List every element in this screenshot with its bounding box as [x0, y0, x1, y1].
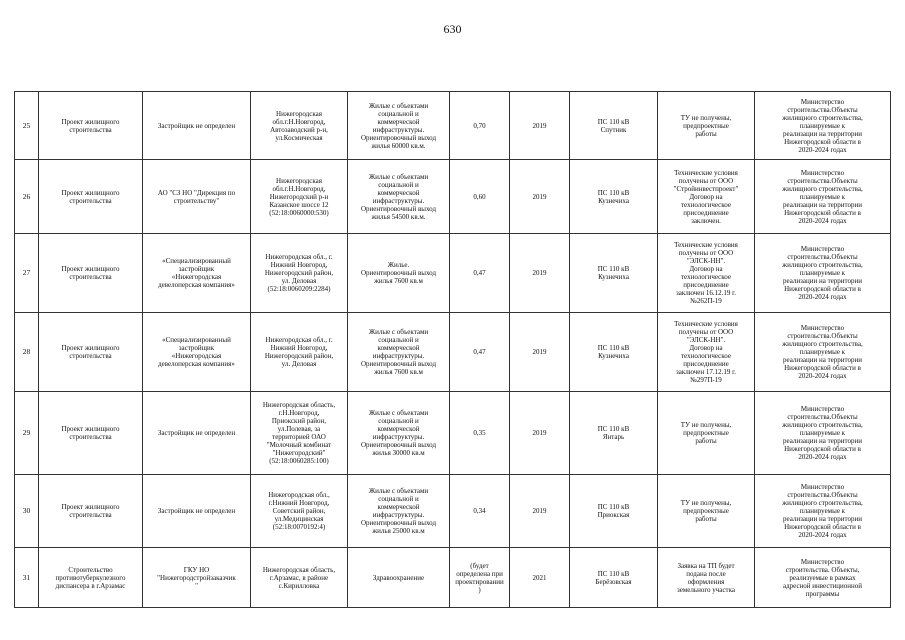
- location: Нижегородская обл.г.Н.Новгород, Автозаводский р-н, ул.Космическая: [251, 92, 348, 160]
- developer: «Специализированный застройщик «Нижегородская девелоперская компания»: [143, 313, 251, 392]
- substation: ПС 110 кВ Приокская: [570, 475, 658, 548]
- basis: Министерство строительства.Объекты жилищного строительства, планируемые к реализации на территории Нижегородской области в 2020-2024 годах: [755, 392, 891, 475]
- substation: ПС 110 кВ Янтарь: [570, 392, 658, 475]
- location: Нижегородская область, г.Н.Новгород, Приокский район, ул.Полевая, за территорией ОАО "Молочный комбинат "Нижегородский" (52:18:0060285:100): [251, 392, 348, 475]
- location: Нижегородская обл., г. Нижний Новгород, Нижегородский район, ул. Деловая: [251, 313, 348, 392]
- developer: «Специализированный застройщик «Нижегородская девелоперская компания»: [143, 234, 251, 313]
- purpose: Жилые с объектами социальной и коммерческой инфраструктуры. Ориентировочный выход жилья 54500 кв.м.: [348, 160, 450, 234]
- basis: Министерство строительства.Объекты жилищного строительства, планируемые к реализации на территории Нижегородской области в 2020-2024 годах: [755, 234, 891, 313]
- tu-status: Заявка на ТП будет подана после оформления земельного участка: [658, 548, 755, 608]
- tu-status: Технические условия получены от ООО "ЭЛСК-НН". Договор на технологическое присоединение заключен 16.12.19 г. №262П-19: [658, 234, 755, 313]
- location: Нижегородская область, г.Арзамас, в районе с.Кирилловка: [251, 548, 348, 608]
- tu-status: Технические условия получены от ООО "Стройинвестпроект" Договор на технологическое присоединение заключен.: [658, 160, 755, 234]
- location: Нижегородская обл.г.Н.Новгород, Нижегородский р-н Казанское шоссе 12 (52:18:0060000:530): [251, 160, 348, 234]
- project-name: Проект жилищного строительства: [39, 160, 143, 234]
- year: 2019: [510, 234, 570, 313]
- power-mw: 0,34: [450, 475, 510, 548]
- table-row: [15, 475, 891, 548]
- row-number: 28: [15, 313, 39, 392]
- substation: ПС 110 кВ Берёзовская: [570, 548, 658, 608]
- tu-status: ТУ не получены, предпроектные работы: [658, 92, 755, 160]
- power-mw: 0,47: [450, 234, 510, 313]
- project-name: Строительство противотуберкулезного диспансера в г.Арзамас: [39, 548, 143, 608]
- year: 2019: [510, 392, 570, 475]
- power-mw: 0,60: [450, 160, 510, 234]
- table-row: [15, 160, 891, 234]
- year: 2019: [510, 92, 570, 160]
- project-name: Проект жилищного строительства: [39, 475, 143, 548]
- purpose: Жилые с объектами социальной и коммерческой инфраструктуры. Ориентировочный выход жилья 60000 кв.м.: [348, 92, 450, 160]
- power-mw: 0,35: [450, 392, 510, 475]
- location: Нижегородская обл., г. Нижний Новгород, Нижегородский район, ул. Деловая (52:18:0060209:2284): [251, 234, 348, 313]
- power-mw: 0,47: [450, 313, 510, 392]
- row-number: 25: [15, 92, 39, 160]
- purpose: Жилые с объектами социальной и коммерческой инфраструктуры. Ориентировочный выход жилья 30000 кв.м: [348, 392, 450, 475]
- row-number: 27: [15, 234, 39, 313]
- year: 2021: [510, 548, 570, 608]
- table-row: [15, 548, 891, 608]
- row-number: 31: [15, 548, 39, 608]
- power-mw: 0,70: [450, 92, 510, 160]
- purpose: Здравоохранение: [348, 548, 450, 608]
- table-row: [15, 234, 891, 313]
- table-row: [15, 313, 891, 392]
- projects-table: [14, 91, 891, 608]
- project-name: Проект жилищного строительства: [39, 234, 143, 313]
- basis: Министерство строительства. Объекты, реализуемые в рамках адресной инвестиционной программы: [755, 548, 891, 608]
- basis: Министерство строительства.Объекты жилищного строительства, планируемые к реализации на территории Нижегородской области в 2020-2024 годах: [755, 313, 891, 392]
- year: 2019: [510, 313, 570, 392]
- developer: Застройщик не определен: [143, 475, 251, 548]
- basis: Министерство строительства.Объекты жилищного строительства, планируемые к реализации на территории Нижегородской области в 2020-2024 годах: [755, 160, 891, 234]
- row-number: 26: [15, 160, 39, 234]
- substation: ПС 110 кВ Кузнечиха: [570, 160, 658, 234]
- developer: ГКУ НО "Нижегородстройзаказчик ": [143, 548, 251, 608]
- substation: ПС 110 кВ Спутник: [570, 92, 658, 160]
- year: 2019: [510, 160, 570, 234]
- table-row: [15, 92, 891, 160]
- purpose: Жилье. Ориентировочный выход жилья 7600 кв.м: [348, 234, 450, 313]
- row-number: 29: [15, 392, 39, 475]
- page-number: 630: [443, 22, 462, 36]
- developer: АО "СЗ НО "Дирекция по строительству": [143, 160, 251, 234]
- tu-status: ТУ не получены, предпроектные работы: [658, 392, 755, 475]
- tu-status: Технические условия получены от ООО "ЭЛСК-НН". Договор на технологическое присоединение заключен 17.12.19 г. №297П-19: [658, 313, 755, 392]
- table-row: [15, 392, 891, 475]
- developer: Застройщик не определен: [143, 92, 251, 160]
- row-number: 30: [15, 475, 39, 548]
- developer: Застройщик не определен: [143, 392, 251, 475]
- tu-status: ТУ не получены, предпроектные работы: [658, 475, 755, 548]
- basis: Министерство строительства.Объекты жилищного строительства, планируемые к реализации на территории Нижегородской области в 2020-2024 годах: [755, 92, 891, 160]
- substation: ПС 110 кВ Кузнечиха: [570, 313, 658, 392]
- year: 2019: [510, 475, 570, 548]
- project-name: Проект жилищного строительства: [39, 313, 143, 392]
- purpose: Жилые с объектами социальной и коммерческой инфраструктуры. Ориентировочный выход жилья 7600 кв.м: [348, 313, 450, 392]
- project-name: Проект жилищного строительства: [39, 92, 143, 160]
- project-name: Проект жилищного строительства: [39, 392, 143, 475]
- power-mw: (будет определена при проектировании ): [450, 548, 510, 608]
- basis: Министерство строительства.Объекты жилищного строительства, планируемые к реализации на территории Нижегородской области в 2020-2024 годах: [755, 475, 891, 548]
- purpose: Жилые с объектами социальной и коммерческой инфраструктуры. Ориентировочный выход жилья 25000 кв.м: [348, 475, 450, 548]
- substation: ПС 110 кВ Кузнечиха: [570, 234, 658, 313]
- location: Нижегородская обл., г.Нижний Новгород, Советский район, ул.Медицинская (52:18:0070192:4): [251, 475, 348, 548]
